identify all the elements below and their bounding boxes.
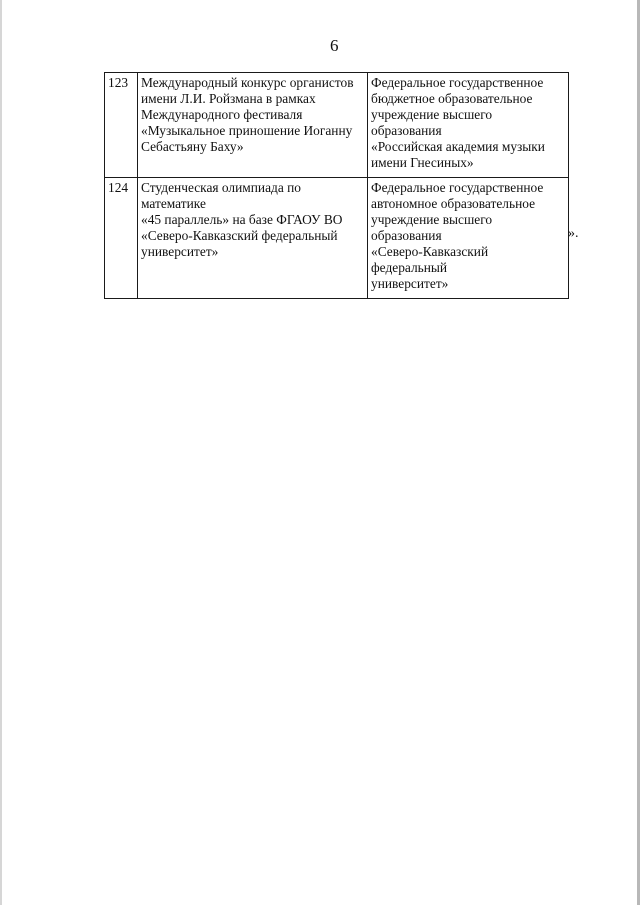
closing-quote-mark: ». [568,226,579,241]
document-table [104,72,569,299]
organizer-cell: Федеральное государственное автономное образовательное учреждение высшего образования «Северо-Кавказский федеральный университет» [368,178,569,299]
table-row [105,73,569,178]
row-number-cell: 124 [105,178,138,299]
event-name-cell: Международный конкурс органистов имени Л.И. Ройзмана в рамках Международного фестиваля «Музыкальное приношение Иоганну Себастьяну Баху» [138,73,368,178]
row-number-cell: 123 [105,73,138,178]
page-edge-left [0,0,2,905]
table-row [105,178,569,299]
event-name-cell: Студенческая олимпиада по математике «45 параллель» на базе ФГАОУ ВО «Северо-Кавказский федеральный университет» [138,178,368,299]
organizer-cell: Федеральное государственное бюджетное образовательное учреждение высшего образования «Российская академия музыки имени Гнесиных» [368,73,569,178]
page-number: 6 [330,36,339,55]
